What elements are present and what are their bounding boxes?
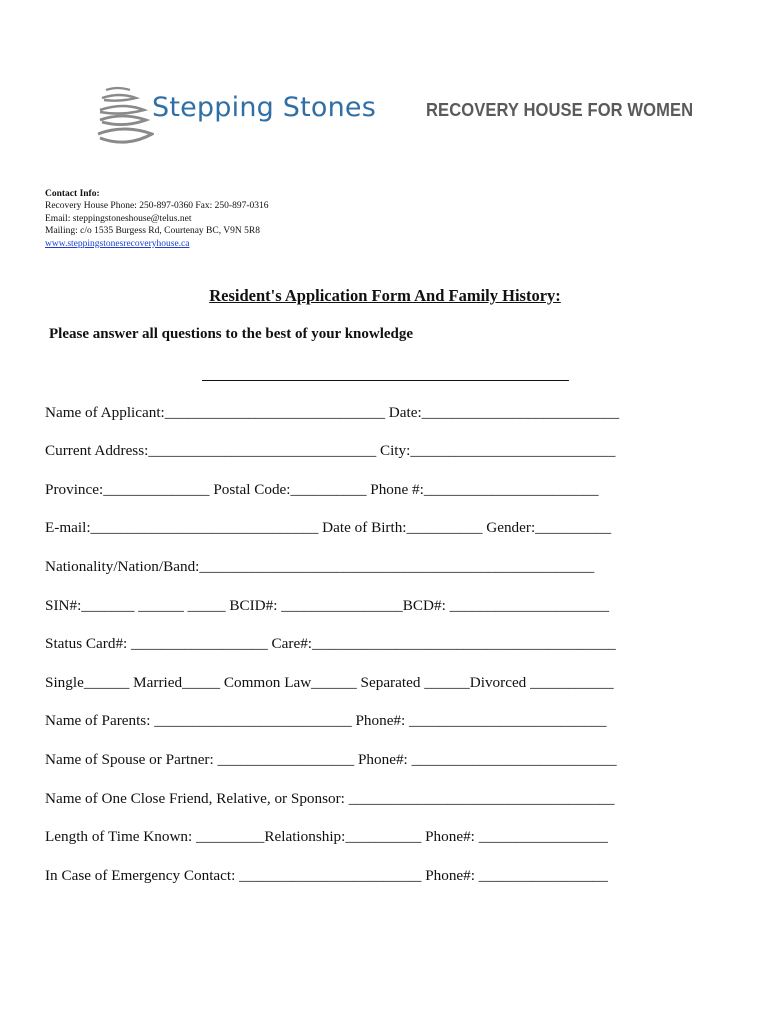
email-dob-gender-line[interactable]: E-mail:______________________________ Date of Birth:__________ Gender:__________ xyxy=(45,519,612,536)
form-instructions: Please answer all questions to the best of your knowledge xyxy=(49,326,414,342)
province-postal-phone-line[interactable]: Province:______________ Postal Code:__________ Phone #:_______________________ xyxy=(45,481,599,498)
time-known-relationship-line[interactable]: Length of Time Known: _________Relationship:__________ Phone#: _________________ xyxy=(45,828,608,845)
emergency-contact-line[interactable]: In Case of Emergency Contact: ________________________ Phone#: _________________ xyxy=(45,867,608,884)
divider-rule xyxy=(202,380,569,381)
contact-phone-fax: Recovery House Phone: 250-897-0360 Fax: 250-897-0316 xyxy=(45,201,269,212)
status-care-line[interactable]: Status Card#: __________________ Care#:________________________________________ xyxy=(45,635,616,652)
logo-name: Stepping Stones xyxy=(152,92,376,123)
marital-status-line[interactable]: Single______ Married_____ Common Law______ Separated ______Divorced ___________ xyxy=(45,674,614,691)
stepping-stones-logo xyxy=(96,86,694,150)
applicant-date-line[interactable]: Name of Applicant:_____________________________ Date:__________________________ xyxy=(45,404,620,421)
contact-heading: Contact Info: xyxy=(45,189,100,199)
spouse-phone-line[interactable]: Name of Spouse or Partner: __________________ Phone#: ___________________________ xyxy=(45,751,617,768)
parents-phone-line[interactable]: Name of Parents: __________________________ Phone#: __________________________ xyxy=(45,712,607,729)
form-title: Resident's Application Form And Family History: xyxy=(209,286,561,305)
contact-info-block xyxy=(45,188,268,250)
sin-bcid-bcd-line[interactable]: SIN#:_______ ______ _____ BCID#: ________________BCD#: _____________________ xyxy=(45,597,610,614)
stacked-stones-icon xyxy=(96,86,154,150)
close-friend-sponsor-line[interactable]: Name of One Close Friend, Relative, or Sponsor: ___________________________________ xyxy=(45,790,615,807)
website-link[interactable]: www.steppingstonesrecoveryhouse.ca xyxy=(45,238,190,249)
address-city-line[interactable]: Current Address:______________________________ City:___________________________ xyxy=(45,442,616,459)
logo-tagline: RECOVERY HOUSE FOR WOMEN xyxy=(426,100,694,120)
contact-mailing-address: Mailing: c/o 1535 Burgess Rd, Courtenay BC, V9N 5R8 xyxy=(45,226,260,237)
contact-email: Email: steppingstoneshouse@telus.net xyxy=(45,213,192,224)
nationality-line[interactable]: Nationality/Nation/Band:____________________________________________________ xyxy=(45,558,595,575)
